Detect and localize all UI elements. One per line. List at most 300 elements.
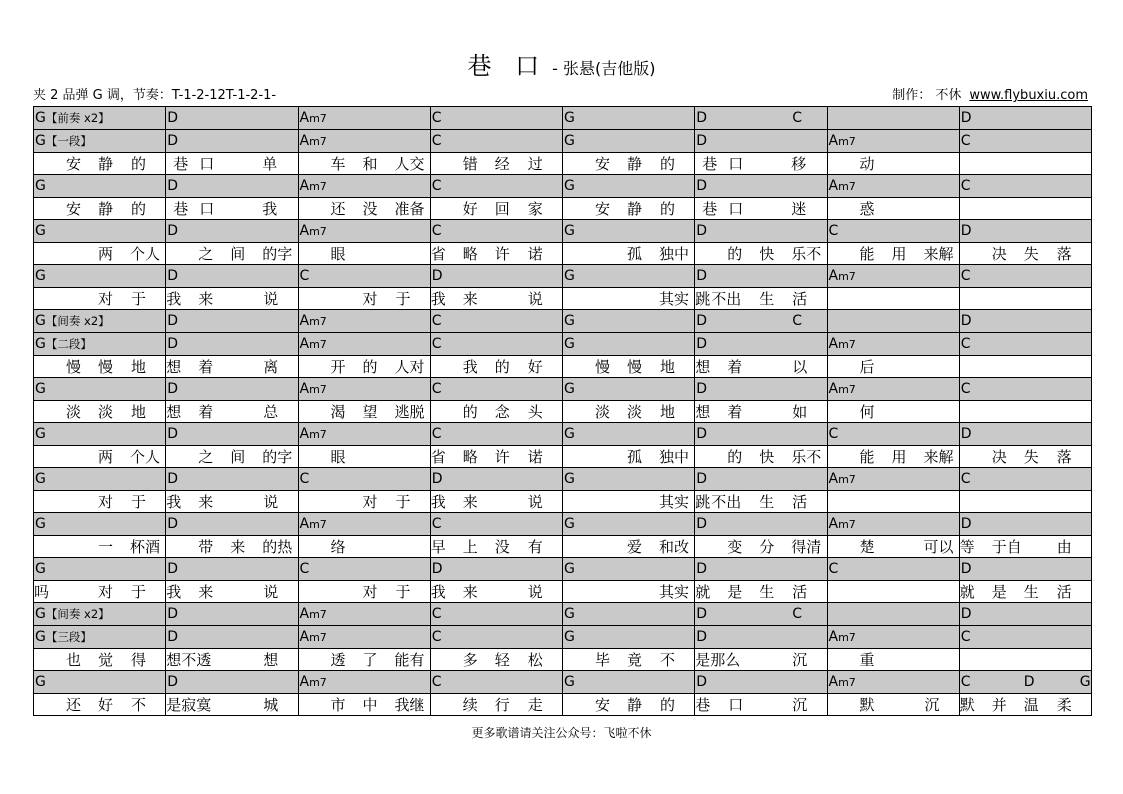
lyric-cell (166, 153, 298, 174)
lyric-syllable: 慢 (595, 358, 611, 376)
lyric-cell (166, 446, 298, 467)
chord-root: G (35, 561, 46, 577)
lyric-cell (828, 288, 960, 309)
chord-cell (34, 513, 166, 535)
chord-cell (828, 175, 960, 197)
chord-symbol (300, 626, 327, 648)
lyric-syllable: 地 (131, 403, 147, 421)
chord-row (34, 468, 1092, 491)
chord-symbol (35, 378, 46, 400)
chord-cell (695, 513, 827, 535)
chord-root: D (167, 133, 179, 149)
lyric-syllable: 沉 (924, 696, 940, 714)
chord-root: A (828, 516, 839, 532)
lyric-syllable: 也 (66, 651, 82, 669)
chord-symbol (432, 310, 442, 332)
lyric-syllable: 不出 (711, 493, 742, 511)
chord-cell (960, 603, 1092, 625)
chord-symbol (167, 468, 178, 490)
lyric-syllable: 安 (595, 155, 611, 173)
chord-cell (431, 265, 563, 287)
lyric-syllable: 我 (462, 358, 478, 376)
chord-cell (166, 671, 298, 693)
lyric-cell (34, 356, 166, 377)
chord-cell (431, 378, 563, 400)
chord-cell (695, 603, 827, 625)
lyric-syllable: 对 (98, 290, 114, 308)
chord-cell (34, 333, 166, 355)
chord-root: A (299, 629, 310, 645)
lyric-syllable: 一 (98, 538, 114, 556)
lyric-syllable: 带 (198, 538, 214, 556)
chord-symbol (35, 220, 46, 242)
chord-cell (34, 175, 166, 197)
lyric-cell (563, 581, 695, 602)
lyric-syllable: 逃脱 (394, 403, 425, 421)
chord-symbol (792, 310, 802, 332)
lyric-syllable: 地 (131, 358, 147, 376)
lyric-cell (828, 649, 960, 670)
lyric-syllable: 分 (759, 538, 775, 556)
lyric-syllable: 安 (66, 200, 82, 218)
chord-cell (431, 603, 563, 625)
lyric-row (34, 581, 1092, 603)
chord-root: C (431, 313, 442, 329)
lyric-syllable: 爱 (627, 538, 643, 556)
chord-symbol (829, 513, 856, 535)
chord-root: G (564, 426, 575, 442)
chord-quality: m7 (309, 112, 327, 125)
chord-symbol (829, 626, 856, 648)
lyric-syllable: 安 (66, 155, 82, 173)
chord-root: D (167, 336, 179, 352)
chord-root: C (299, 471, 310, 487)
lyric-syllable: 活 (792, 493, 808, 511)
chord-cell (166, 107, 298, 129)
lyric-cell (166, 581, 298, 602)
lyric-syllable: 城 (263, 696, 279, 714)
chord-quality: m7 (838, 383, 856, 396)
chord-symbol (696, 310, 707, 332)
lyric-syllable: 是那么 (695, 651, 741, 669)
chord-cell (960, 107, 1092, 129)
lyric-cell (695, 694, 827, 715)
chord-root: D (431, 471, 443, 487)
chord-row (34, 378, 1092, 401)
chord-quality: m7 (838, 338, 856, 351)
lyric-syllable: 经 (494, 155, 510, 173)
chord-symbol (35, 107, 110, 129)
lyric-syllable: 慢 (98, 358, 114, 376)
chord-symbol (167, 220, 178, 242)
lyric-row (34, 243, 1092, 265)
lyric-syllable: 念 (494, 403, 510, 421)
chord-symbol (564, 626, 575, 648)
chord-root: D (167, 178, 179, 194)
chord-cell (828, 333, 960, 355)
chord-root: A (299, 178, 310, 194)
chord-symbol (432, 130, 442, 152)
lyric-syllable: 的 (131, 200, 147, 218)
chord-cell (960, 310, 1092, 332)
chord-symbol (961, 265, 971, 287)
chord-cell (299, 558, 431, 580)
chord-symbol (167, 423, 178, 445)
chord-symbol (696, 513, 707, 535)
chord-root: G (564, 268, 575, 284)
lyric-cell (563, 446, 695, 467)
chord-root: D (696, 629, 708, 645)
lyric-cell (563, 649, 695, 670)
lyric-cell (431, 536, 563, 557)
lyric-cell (34, 491, 166, 512)
lyric-syllable: 重 (859, 651, 875, 669)
lyric-syllable: 想 (695, 358, 711, 376)
lyric-syllable: 人对 (394, 358, 425, 376)
chord-quality: m7 (838, 473, 856, 486)
chord-symbol (167, 310, 178, 332)
lyric-cell (34, 243, 166, 264)
chord-symbol (35, 468, 46, 490)
lyric-syllable: 着 (198, 358, 214, 376)
lyric-syllable: 对 (362, 290, 378, 308)
lyric-syllable: 和改 (659, 538, 690, 556)
chord-quality: m7 (838, 135, 856, 148)
lyric-syllable: 的 (362, 358, 378, 376)
lyric-syllable: 诺 (527, 245, 543, 263)
chord-root: G (35, 313, 46, 329)
chord-cell (828, 513, 960, 535)
chord-cell (695, 220, 827, 242)
chord-symbol (300, 558, 310, 580)
chord-cell (563, 130, 695, 152)
lyric-syllable: 没 (362, 200, 378, 218)
section-tag: 【间奏 x2】 (45, 607, 110, 621)
chord-symbol (432, 423, 442, 445)
chord-root: D (696, 268, 708, 284)
lyric-syllable: 口 (728, 696, 744, 714)
chord-root: D (696, 178, 708, 194)
chord-root: G (35, 336, 46, 352)
lyric-syllable: 的 (660, 200, 676, 218)
lyric-syllable: 独中 (659, 448, 690, 466)
chord-root: G (35, 516, 46, 532)
chord-cell (34, 107, 166, 129)
chord-root: G (564, 674, 575, 690)
lyric-syllable: 我 (166, 493, 182, 511)
lyric-syllable: 巷 (702, 155, 718, 173)
chord-root: C (828, 426, 839, 442)
chord-cell (563, 468, 695, 490)
lyric-syllable: 其实 (659, 493, 690, 511)
lyric-syllable: 开 (330, 358, 346, 376)
chord-symbol (564, 220, 575, 242)
chord-cell (828, 107, 960, 129)
lyric-row (34, 446, 1092, 468)
lyric-syllable: 对 (98, 583, 114, 601)
lyric-syllable: 续 (462, 696, 478, 714)
chord-cell (563, 378, 695, 400)
section-tag: 【前奏 x2】 (45, 111, 110, 125)
lyric-syllable: 是 (991, 583, 1007, 601)
chord-cell (34, 468, 166, 490)
chord-cell (828, 423, 960, 445)
lyric-syllable: 的 (660, 696, 676, 714)
chord-root: D (167, 471, 179, 487)
lyric-row (34, 153, 1092, 175)
lyric-cell (166, 401, 298, 422)
chord-quality: m7 (838, 676, 856, 689)
chord-root: C (960, 336, 971, 352)
chord-symbol (961, 626, 971, 648)
chord-root: C (960, 268, 971, 284)
chord-root: D (960, 561, 972, 577)
chord-root: C (960, 629, 971, 645)
lyric-cell (960, 536, 1092, 557)
chord-cell (960, 423, 1092, 445)
chord-cell (34, 310, 166, 332)
lyric-syllable: 上 (462, 538, 478, 556)
lyric-cell (960, 153, 1092, 174)
lyric-cell (960, 581, 1092, 602)
lyric-syllable: 眼 (330, 448, 346, 466)
lyric-syllable: 能 (859, 448, 875, 466)
lyric-cell (166, 288, 298, 309)
chord-row (34, 626, 1092, 649)
chord-row (34, 175, 1092, 198)
chord-symbol (829, 671, 856, 693)
lyric-syllable: 用 (891, 245, 907, 263)
chord-symbol (1080, 671, 1091, 693)
lyric-syllable: 其实 (659, 583, 690, 601)
lyric-syllable: 家 (527, 200, 543, 218)
lyric-syllable: 默 (959, 696, 975, 714)
chord-cell (828, 130, 960, 152)
lyric-syllable: 是寂寞 (166, 696, 212, 714)
chord-cell (166, 468, 298, 490)
chord-cell (960, 130, 1092, 152)
chord-cell (563, 333, 695, 355)
lyric-syllable: 着 (727, 403, 743, 421)
lyric-syllable: 活 (1056, 583, 1072, 601)
lyric-syllable: 和 (362, 155, 378, 173)
chord-root: D (167, 223, 179, 239)
chord-root: D (696, 133, 708, 149)
lyric-syllable: 说 (263, 583, 279, 601)
lyric-cell (34, 446, 166, 467)
chord-symbol (167, 626, 178, 648)
chord-root: D (696, 674, 708, 690)
lyric-syllable: 回 (494, 200, 510, 218)
chord-cell (166, 220, 298, 242)
lyric-cell (299, 288, 431, 309)
lyric-cell (299, 153, 431, 174)
lyric-cell (960, 491, 1092, 512)
website-link[interactable]: www.flybuxiu.com (969, 88, 1088, 103)
chord-symbol (696, 423, 707, 445)
chord-root: G (35, 223, 46, 239)
lyric-syllable: 市 (330, 696, 346, 714)
chord-symbol (35, 603, 110, 625)
lyric-syllable: 个人 (130, 448, 161, 466)
lyric-syllable: 我继 (394, 696, 425, 714)
lyric-syllable: 省 (430, 245, 446, 263)
chord-cell (299, 310, 431, 332)
lyric-syllable: 生 (759, 493, 775, 511)
chord-root: G (35, 629, 46, 645)
chord-row (34, 513, 1092, 536)
lyric-cell (299, 491, 431, 512)
chord-symbol (564, 558, 575, 580)
chord-cell (431, 130, 563, 152)
chord-root: D (167, 674, 179, 690)
chord-cell (828, 265, 960, 287)
author-info (892, 84, 1088, 103)
chord-cell (695, 107, 827, 129)
lyric-syllable: 沉 (792, 651, 808, 669)
lyric-syllable: 迷 (791, 200, 807, 218)
lyric-syllable: 早 (430, 538, 446, 556)
chord-root: A (299, 110, 310, 126)
lyric-syllable: 了 (362, 651, 378, 669)
lyric-syllable: 想不透 (166, 651, 212, 669)
lyric-cell (828, 581, 960, 602)
chord-row (34, 558, 1092, 581)
chord-symbol (432, 468, 443, 490)
chord-symbol (829, 558, 839, 580)
lyric-cell (431, 356, 563, 377)
lyric-syllable: 静 (627, 200, 643, 218)
chord-root: G (564, 110, 575, 126)
lyric-syllable: 准备 (394, 200, 425, 218)
lyric-row (34, 536, 1092, 558)
chord-symbol (432, 175, 442, 197)
chord-symbol (829, 378, 856, 400)
lyric-syllable: 之 (198, 448, 214, 466)
lyric-syllable: 活 (792, 290, 808, 308)
lyric-syllable: 望 (362, 403, 378, 421)
lyric-syllable: 失 (1023, 245, 1039, 263)
chord-cell (431, 175, 563, 197)
chord-cell (695, 378, 827, 400)
lyric-syllable: 的字 (262, 245, 293, 263)
lyric-syllable: 来 (198, 583, 214, 601)
lyric-syllable: 走 (527, 696, 543, 714)
lyric-syllable: 乐不 (791, 448, 822, 466)
chord-symbol (300, 107, 327, 129)
lyric-syllable: 其实 (659, 290, 690, 308)
chord-root: G (35, 133, 46, 149)
chord-symbol (167, 333, 178, 355)
chord-root: A (828, 674, 839, 690)
lyric-syllable: 淡 (627, 403, 643, 421)
lyric-syllable: 静 (627, 155, 643, 173)
lyric-cell (431, 581, 563, 602)
chord-root: A (828, 133, 839, 149)
chord-root: D (696, 561, 708, 577)
lyric-syllable: 来 (198, 493, 214, 511)
lyric-syllable: 孤 (627, 245, 643, 263)
lyric-cell (166, 649, 298, 670)
chord-symbol (300, 310, 327, 332)
lyric-syllable: 淡 (98, 403, 114, 421)
section-tag: 【间奏 x2】 (45, 314, 110, 328)
lyric-syllable: 的 (727, 245, 743, 263)
chord-symbol (167, 175, 178, 197)
lyric-syllable: 能 (859, 245, 875, 263)
chord-cell (695, 333, 827, 355)
chord-root: D (696, 313, 708, 329)
lyric-syllable: 以 (792, 358, 808, 376)
chord-cell (828, 603, 960, 625)
chord-symbol (432, 626, 442, 648)
chord-root: C (431, 178, 442, 194)
lyric-syllable: 沉 (792, 696, 808, 714)
lyric-syllable: 的 (462, 403, 478, 421)
lyric-cell (431, 153, 563, 174)
chord-symbol (35, 175, 46, 197)
lyric-syllable: 静 (627, 696, 643, 714)
lyric-syllable: 慢 (66, 358, 82, 376)
chord-cell (166, 513, 298, 535)
lyric-syllable: 乐不 (791, 245, 822, 263)
chord-row (34, 220, 1092, 243)
chord-cell (431, 107, 563, 129)
lyric-cell (431, 288, 563, 309)
lyric-cell (563, 198, 695, 219)
chord-cell (563, 310, 695, 332)
chord-cell (828, 558, 960, 580)
chord-symbol (961, 333, 971, 355)
lyric-syllable: 好 (462, 200, 478, 218)
chord-symbol (300, 175, 327, 197)
chord-quality: m7 (838, 631, 856, 644)
lyric-syllable: 不 (660, 651, 676, 669)
chord-root: A (299, 674, 310, 690)
chord-cell (695, 468, 827, 490)
chord-symbol (300, 671, 327, 693)
lyric-syllable: 对 (362, 583, 378, 601)
chord-root: D (960, 516, 972, 532)
lyric-cell (828, 401, 960, 422)
chord-symbol (300, 333, 327, 355)
chord-root: C (431, 381, 442, 397)
lyric-cell (299, 401, 431, 422)
chord-quality: m7 (309, 518, 327, 531)
chord-cell (34, 626, 166, 648)
lyric-syllable: 来解 (923, 448, 954, 466)
lyric-syllable: 好 (98, 696, 114, 714)
lyric-syllable: 口 (199, 155, 215, 173)
chord-symbol (35, 265, 46, 287)
chord-cell (431, 310, 563, 332)
chord-cell (695, 558, 827, 580)
lyric-cell (563, 401, 695, 422)
chord-root: D (696, 426, 708, 442)
chord-symbol (432, 378, 442, 400)
chord-quality: m7 (838, 518, 856, 531)
chord-symbol (961, 130, 971, 152)
chord-symbol (564, 603, 575, 625)
lyric-syllable: 能有 (394, 651, 425, 669)
chord-cell (960, 220, 1092, 242)
lyric-syllable: 于 (131, 493, 147, 511)
chord-symbol (961, 468, 971, 490)
lyric-cell (960, 649, 1092, 670)
lyric-syllable: 就 (959, 583, 975, 601)
chord-cell (563, 220, 695, 242)
chord-quality: m7 (838, 180, 856, 193)
